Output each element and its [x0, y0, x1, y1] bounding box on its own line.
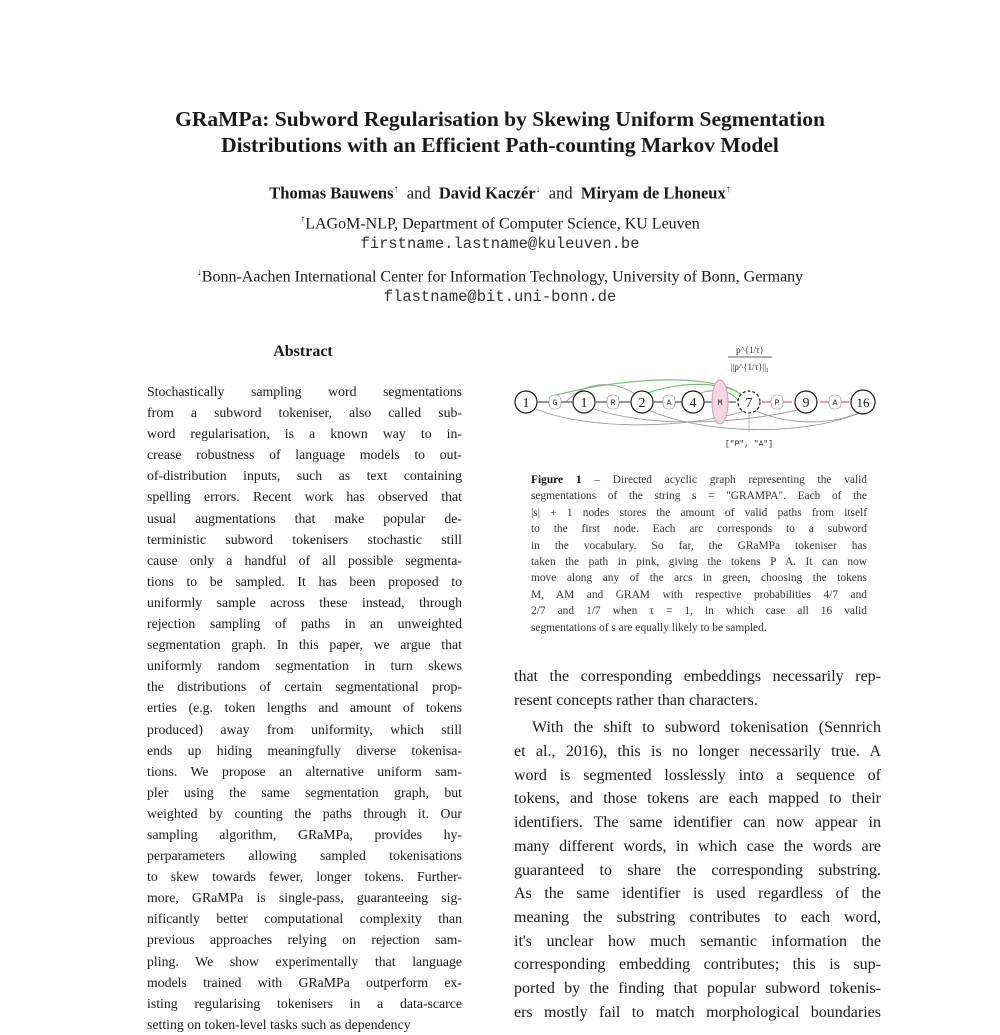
author-name: David Kaczér	[438, 183, 536, 203]
body-line: ported by the finding that popular subword tokenis-	[514, 979, 881, 997]
abstract-line: word regularisation, is a known way to in-	[147, 426, 462, 442]
figure-1-caption	[531, 472, 867, 636]
arc-token: G	[552, 399, 558, 408]
caption-line: taken the path in pink, giving the tokens P A. It can now	[531, 555, 867, 568]
abstract-line: tions to be sampled. It has been proposed to	[147, 573, 462, 589]
title-line: GRaMPa: Subword Regularisation by Skewing Uniform Segmentation	[175, 107, 825, 131]
body-line: that the corresponding embeddings necessarily rep-	[514, 668, 881, 685]
abstract-line: uniformly random segmentation in turn skews	[147, 658, 462, 674]
arc-token: M	[717, 399, 723, 408]
abstract-line: the distributions of certain segmentational prop-	[147, 679, 462, 695]
affiliation-text: LAGoM-NLP, Department of Computer Science, KU Leuven	[305, 215, 700, 233]
abstract-line: to skew towards fewer, longer tokens. Further-	[147, 869, 462, 885]
arc-token: A	[832, 399, 838, 408]
node-label: 9	[802, 396, 810, 411]
abstract-line: setting on token-level tasks such as dependency	[147, 1016, 411, 1032]
affiliation-mark: ↑	[725, 184, 731, 195]
caption-line: move along any of the arcs in green, choosing the tokens	[531, 572, 867, 585]
abstract-line: perparameters allowing sampled tokenisations	[147, 848, 462, 864]
body-line: As the same identifier is used regardless of the	[514, 885, 881, 903]
body-line: resent concepts rather than characters.	[514, 691, 758, 709]
body-line: ers mostly fail to match morphological boundaries	[514, 1003, 881, 1021]
node-label: 16	[856, 395, 870, 410]
body-line: word is segmented losslessly into a sequence of	[514, 766, 881, 784]
node-label: 1	[580, 396, 588, 411]
prob-numerator: p^{1/τ}	[736, 345, 764, 355]
abstract-line: previous approaches relying on rejection sam-	[147, 932, 462, 948]
affiliation-mark: ↓	[196, 267, 202, 278]
candidate-tokens: ["P", "A"]	[724, 440, 774, 449]
affiliation-leuven	[60, 210, 940, 234]
caption-line: 2/7 and 1/7 when τ = 1, in which case all 16 valid	[531, 605, 867, 618]
affiliation-mark: ↑	[300, 214, 306, 225]
body-line: corresponding embedding contributes; this is sup-	[514, 956, 881, 974]
author-list	[100, 180, 900, 204]
affiliation-mark: ↑	[393, 184, 399, 195]
caption-text: – Directed acyclic graph representing the valid	[594, 474, 867, 486]
affiliation-bonn	[60, 263, 940, 287]
author-name: Miryam de Lhoneux	[580, 183, 726, 203]
abstract-line: uniformly sample across these instead, through	[147, 594, 462, 610]
body-line: many different words, in which case the words are	[514, 837, 881, 855]
abstract-heading: Abstract	[273, 343, 333, 360]
abstract-line: produced) away from uniformity, which still	[147, 721, 462, 737]
abstract-line: segmentation graph. In this paper, we argue that	[147, 637, 462, 653]
author-name: Thomas Bauwens	[269, 183, 394, 203]
abstract-line: nificantly better computational complexity than	[147, 911, 462, 927]
figure-label: Figure 1	[531, 474, 582, 486]
abstract-line: tions. We propose an alternative uniform sam-	[147, 763, 462, 779]
abstract-line: spelling errors. Recent work has observed that	[147, 489, 462, 505]
node-label: 7	[745, 396, 753, 411]
abstract-line: cause only a handful of all possible segmenta-	[147, 552, 462, 568]
caption-line: to the first node. Each arc corresponds to a subword	[531, 523, 867, 536]
abstract-line: isting regularising tokenisers in a data-scarce	[147, 995, 462, 1011]
abstract-line: sampling algorithm, GRaMPa, provides hy-	[147, 826, 462, 842]
abstract-line: models trained with GRaMPa outperform ex-	[147, 974, 462, 990]
abstract-body	[147, 381, 462, 1035]
abstract-line: erties (e.g. token lengths and amount of tokens	[147, 700, 462, 716]
body-line: tokens, and those tokens are each mapped to their	[514, 790, 881, 808]
caption-line: M, AM and GRAM with respective probabilities 4/7 and	[531, 588, 867, 601]
abstract-line: Stochastically sampling word segmentations	[147, 384, 462, 399]
body-line: et al., 2016), this is no longer necessarily true. A	[514, 743, 881, 761]
arc-token: R	[610, 399, 616, 408]
body-column-text	[514, 665, 881, 1024]
caption-line: |s| + 1 nodes stores the amount of valid paths from itself	[531, 506, 867, 519]
body-line: identifiers. The same identifier can now appear in	[514, 814, 881, 832]
figure-1-graph	[506, 340, 886, 460]
abstract-line: crease robustness of language models to out-	[147, 447, 462, 463]
arc-token: A	[666, 399, 672, 408]
abstract-line: pling. We show experimentally that language	[147, 953, 462, 969]
abstract-line: usual augmentations that make popular de-	[147, 510, 462, 526]
body-line: meaning the substring contributes to each word,	[514, 908, 881, 926]
caption-line: segmentations of the string s = "GRAMPA". Each of the	[531, 490, 867, 503]
paper-title	[100, 106, 900, 158]
abstract-line: weighted by counting the paths through it. Our	[147, 805, 462, 821]
node-label: 1	[522, 396, 530, 411]
abstract-line: terministic subword tokenisers stochastic still	[147, 531, 462, 547]
affiliation-text: Bonn-Aachen International Center for Information Technology, University of Bonn, Germany	[201, 268, 804, 286]
abstract-line: more, GRaMPa is single-pass, guaranteeing sig-	[147, 890, 462, 906]
body-line: guaranteed to share the corresponding substring.	[514, 861, 881, 879]
node-label: 2	[638, 396, 646, 411]
abstract-line: pler using the same segmentation graph, but	[147, 784, 462, 800]
affiliation-mark: ↓	[535, 184, 541, 195]
email-leuven: firstname.lastname@kuleuven.be	[360, 235, 640, 253]
title-line: Distributions with an Efficient Path-counting Markov Model	[221, 133, 779, 157]
body-line: With the shift to subword tokenisation (Sennrich	[532, 719, 881, 737]
caption-line: segmentations of s are equally likely to be sampled.	[531, 621, 767, 634]
arc-token: P	[774, 399, 780, 408]
caption-line	[531, 472, 867, 488]
abstract-line: ends up hiding meaningfully diverse tokenisa-	[147, 742, 462, 758]
node-label: 4	[689, 396, 697, 411]
abstract-line: of-distribution inputs, such as text containing	[147, 468, 462, 484]
body-line: it's unclear how much semantic information the	[514, 932, 881, 950]
caption-line: in the vocabulary. So far, the GRaMPa tokeniser has	[531, 539, 867, 552]
email-bonn: flastname@bit.uni-bonn.de	[383, 288, 617, 306]
author-separator: and	[548, 183, 573, 203]
abstract-line: rejection sampling of paths in an unweighted	[147, 616, 462, 632]
prob-denominator: ||p^{1/τ}||₁	[730, 362, 770, 372]
abstract-line: from a subword tokeniser, also called sub-	[147, 405, 462, 421]
author-separator: and	[406, 183, 431, 203]
